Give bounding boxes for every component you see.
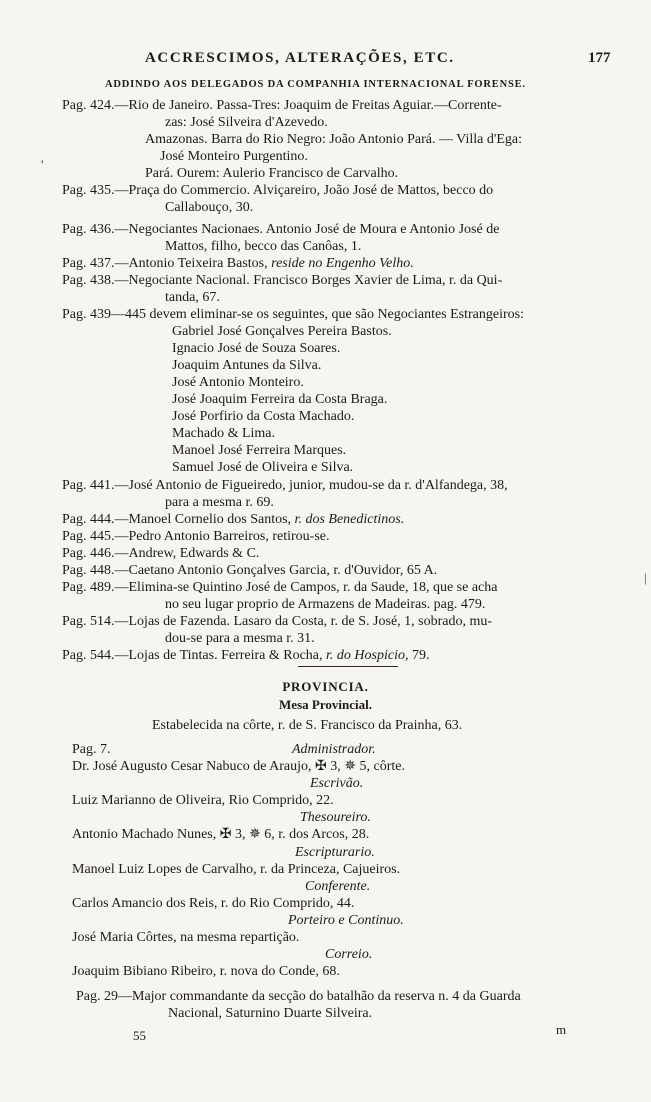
person-porteiro: José Maria Côrtes, na mesma repartição. <box>72 930 300 945</box>
entry-441-line-1: Pag. 441.—José Antonio de Figueiredo, junior, mudou-se da r. d'Alfandega, 38, <box>62 478 508 493</box>
entry-437-italic: reside no Engenho Velho. <box>271 256 414 271</box>
list-item: Machado & Lima. <box>172 426 276 441</box>
entry-29-line-2: Nacional, Saturnino Duarte Silveira. <box>168 1006 373 1021</box>
role-thesoureiro: Thesoureiro. <box>300 810 371 825</box>
list-item: Samuel José de Oliveira e Silva. <box>172 460 354 475</box>
list-item: José Porfirio da Costa Machado. <box>172 409 355 424</box>
entry-436-line-1: Pag. 436.—Negociantes Nacionaes. Antonio José de Moura e Antonio José de <box>62 222 500 237</box>
page-number: 177 <box>588 50 611 66</box>
person-escripturario: Manoel Luiz Lopes de Carvalho, r. da Princeza, Cajueiros. <box>72 862 401 877</box>
entry-437-line <box>62 255 414 272</box>
entry-436-line-2: Mattos, filho, becco das Canôas, 1. <box>165 239 362 254</box>
person-thesoureiro: Antonio Machado Nunes, ✠ 3, ✵ 6, r. dos Arcos, 28. <box>72 827 370 842</box>
section-divider <box>298 666 398 667</box>
entry-544-italic: r. do Hospicio, <box>326 648 409 663</box>
role-escrivao: Escrivão. <box>310 776 364 791</box>
entry-424-line-2: zas: José Silveira d'Azevedo. <box>165 115 328 130</box>
signature-mark: 55 <box>133 1028 146 1043</box>
page-header <box>0 50 651 72</box>
entry-438-line-1: Pag. 438.—Negociante Nacional. Francisco Borges Xavier de Lima, r. da Qui- <box>62 273 503 288</box>
entry-424-line-4: José Monteiro Purgentino. <box>160 149 308 164</box>
role-conferente: Conferente. <box>305 879 371 894</box>
entry-544-line <box>62 647 429 664</box>
entry-544-text: Pag. 544.—Lojas de Tintas. Ferreira & Rocha, <box>62 648 323 663</box>
list-item: Joaquim Antunes da Silva. <box>172 358 322 373</box>
person-correio: Joaquim Bibiano Ribeiro, r. nova do Conde, 68. <box>72 964 340 979</box>
person-conferente: Carlos Amancio dos Reis, r. do Rio Comprido, 44. <box>72 896 355 911</box>
role-escripturario: Escripturario. <box>295 845 375 860</box>
role-administrador: Administrador. <box>292 742 376 757</box>
entry-444-italic: r. dos Benedictinos. <box>294 512 405 527</box>
entry-448-line: Pag. 448.—Caetano Antonio Gonçalves Garcia, r. d'Ouvidor, 65 A. <box>62 563 438 578</box>
role-correio: Correio. <box>325 947 373 962</box>
list-item: Gabriel José Gonçalves Pereira Bastos. <box>172 324 392 339</box>
entry-444-line <box>62 511 404 528</box>
entry-437-text: Pag. 437.—Antonio Teixeira Bastos, <box>62 256 268 271</box>
entry-439-line-1: Pag. 439—445 devem eliminar-se os seguintes, que são Negociantes Estrangeiros: <box>62 307 524 322</box>
list-item: Ignacio José de Souza Soares. <box>172 341 341 356</box>
list-item: José Joaquim Ferreira da Costa Braga. <box>172 392 388 407</box>
entry-424-line-1: Pag. 424.—Rio de Janeiro. Passa-Tres: Joaquim de Freitas Aguiar.—Corrente- <box>62 98 502 113</box>
entry-29-line-1: Pag. 29—Major commandante da secção do batalhão da reserva n. 4 da Guarda <box>76 989 521 1004</box>
person-escrivao: Luiz Marianno de Oliveira, Rio Comprido, 22. <box>72 793 334 808</box>
list-item: Manoel José Ferreira Marques. <box>172 443 347 458</box>
entry-514-line-1: Pag. 514.—Lojas de Fazenda. Lasaro da Costa, r. de S. José, 1, sobrado, mu- <box>62 614 493 629</box>
margin-mark: | <box>644 570 647 585</box>
provincia-subtitle: Mesa Provincial. <box>279 697 372 712</box>
page-title: ACCRESCIMOS, ALTERAÇÕES, ETC. <box>145 50 455 66</box>
entry-489-line-2: no seu lugar proprio de Armazens de Madeiras. pag. 479. <box>165 597 486 612</box>
entry-446-line: Pag. 446.—Andrew, Edwards & C. <box>62 546 260 561</box>
entry-514-line-2: dou-se para a mesma r. 31. <box>165 631 315 646</box>
provincia-page-ref: Pag. 7. <box>72 742 111 757</box>
section-subheading: ADDINDO AOS DELEGADOS DA COMPANHIA INTERNACIONAL FORENSE. <box>105 79 526 90</box>
footer-mark: m <box>556 1022 567 1037</box>
entry-544-end: 79. <box>411 648 430 663</box>
provincia-title: PROVINCIA. <box>282 679 369 694</box>
person-administrador: Dr. José Augusto Cesar Nabuco de Araujo, ✠ 3, ✵ 5, côrte. <box>72 759 405 774</box>
entry-424-line-5: Pará. Ourem: Aulerio Francisco de Carvalho. <box>145 166 399 181</box>
entry-489-line-1: Pag. 489.—Elimina-se Quintino José de Campos, r. da Saude, 18, que se acha <box>62 580 498 595</box>
entry-441-line-2: para a mesma r. 69. <box>165 495 274 510</box>
entry-435-line-2: Callabouço, 30. <box>165 200 254 215</box>
list-item: José Antonio Monteiro. <box>172 375 304 390</box>
entry-444-text: Pag. 444.—Manoel Cornelio dos Santos, <box>62 512 292 527</box>
entry-445-line: Pag. 445.—Pedro Antonio Barreiros, retirou-se. <box>62 529 330 544</box>
role-porteiro: Porteiro e Continuo. <box>288 913 404 928</box>
provincia-location: Estabelecida na côrte, r. de S. Francisco da Prainha, 63. <box>152 718 463 733</box>
entry-438-line-2: tanda, 67. <box>165 290 220 305</box>
entry-424-line-3: Amazonas. Barra do Rio Negro: João Antonio Pará. — Villa d'Ega: <box>145 132 523 147</box>
margin-mark: ‚ <box>40 150 45 165</box>
entry-435-line-1: Pag. 435.—Praça do Commercio. Alviçareiro, João José de Mattos, becco do <box>62 183 494 198</box>
